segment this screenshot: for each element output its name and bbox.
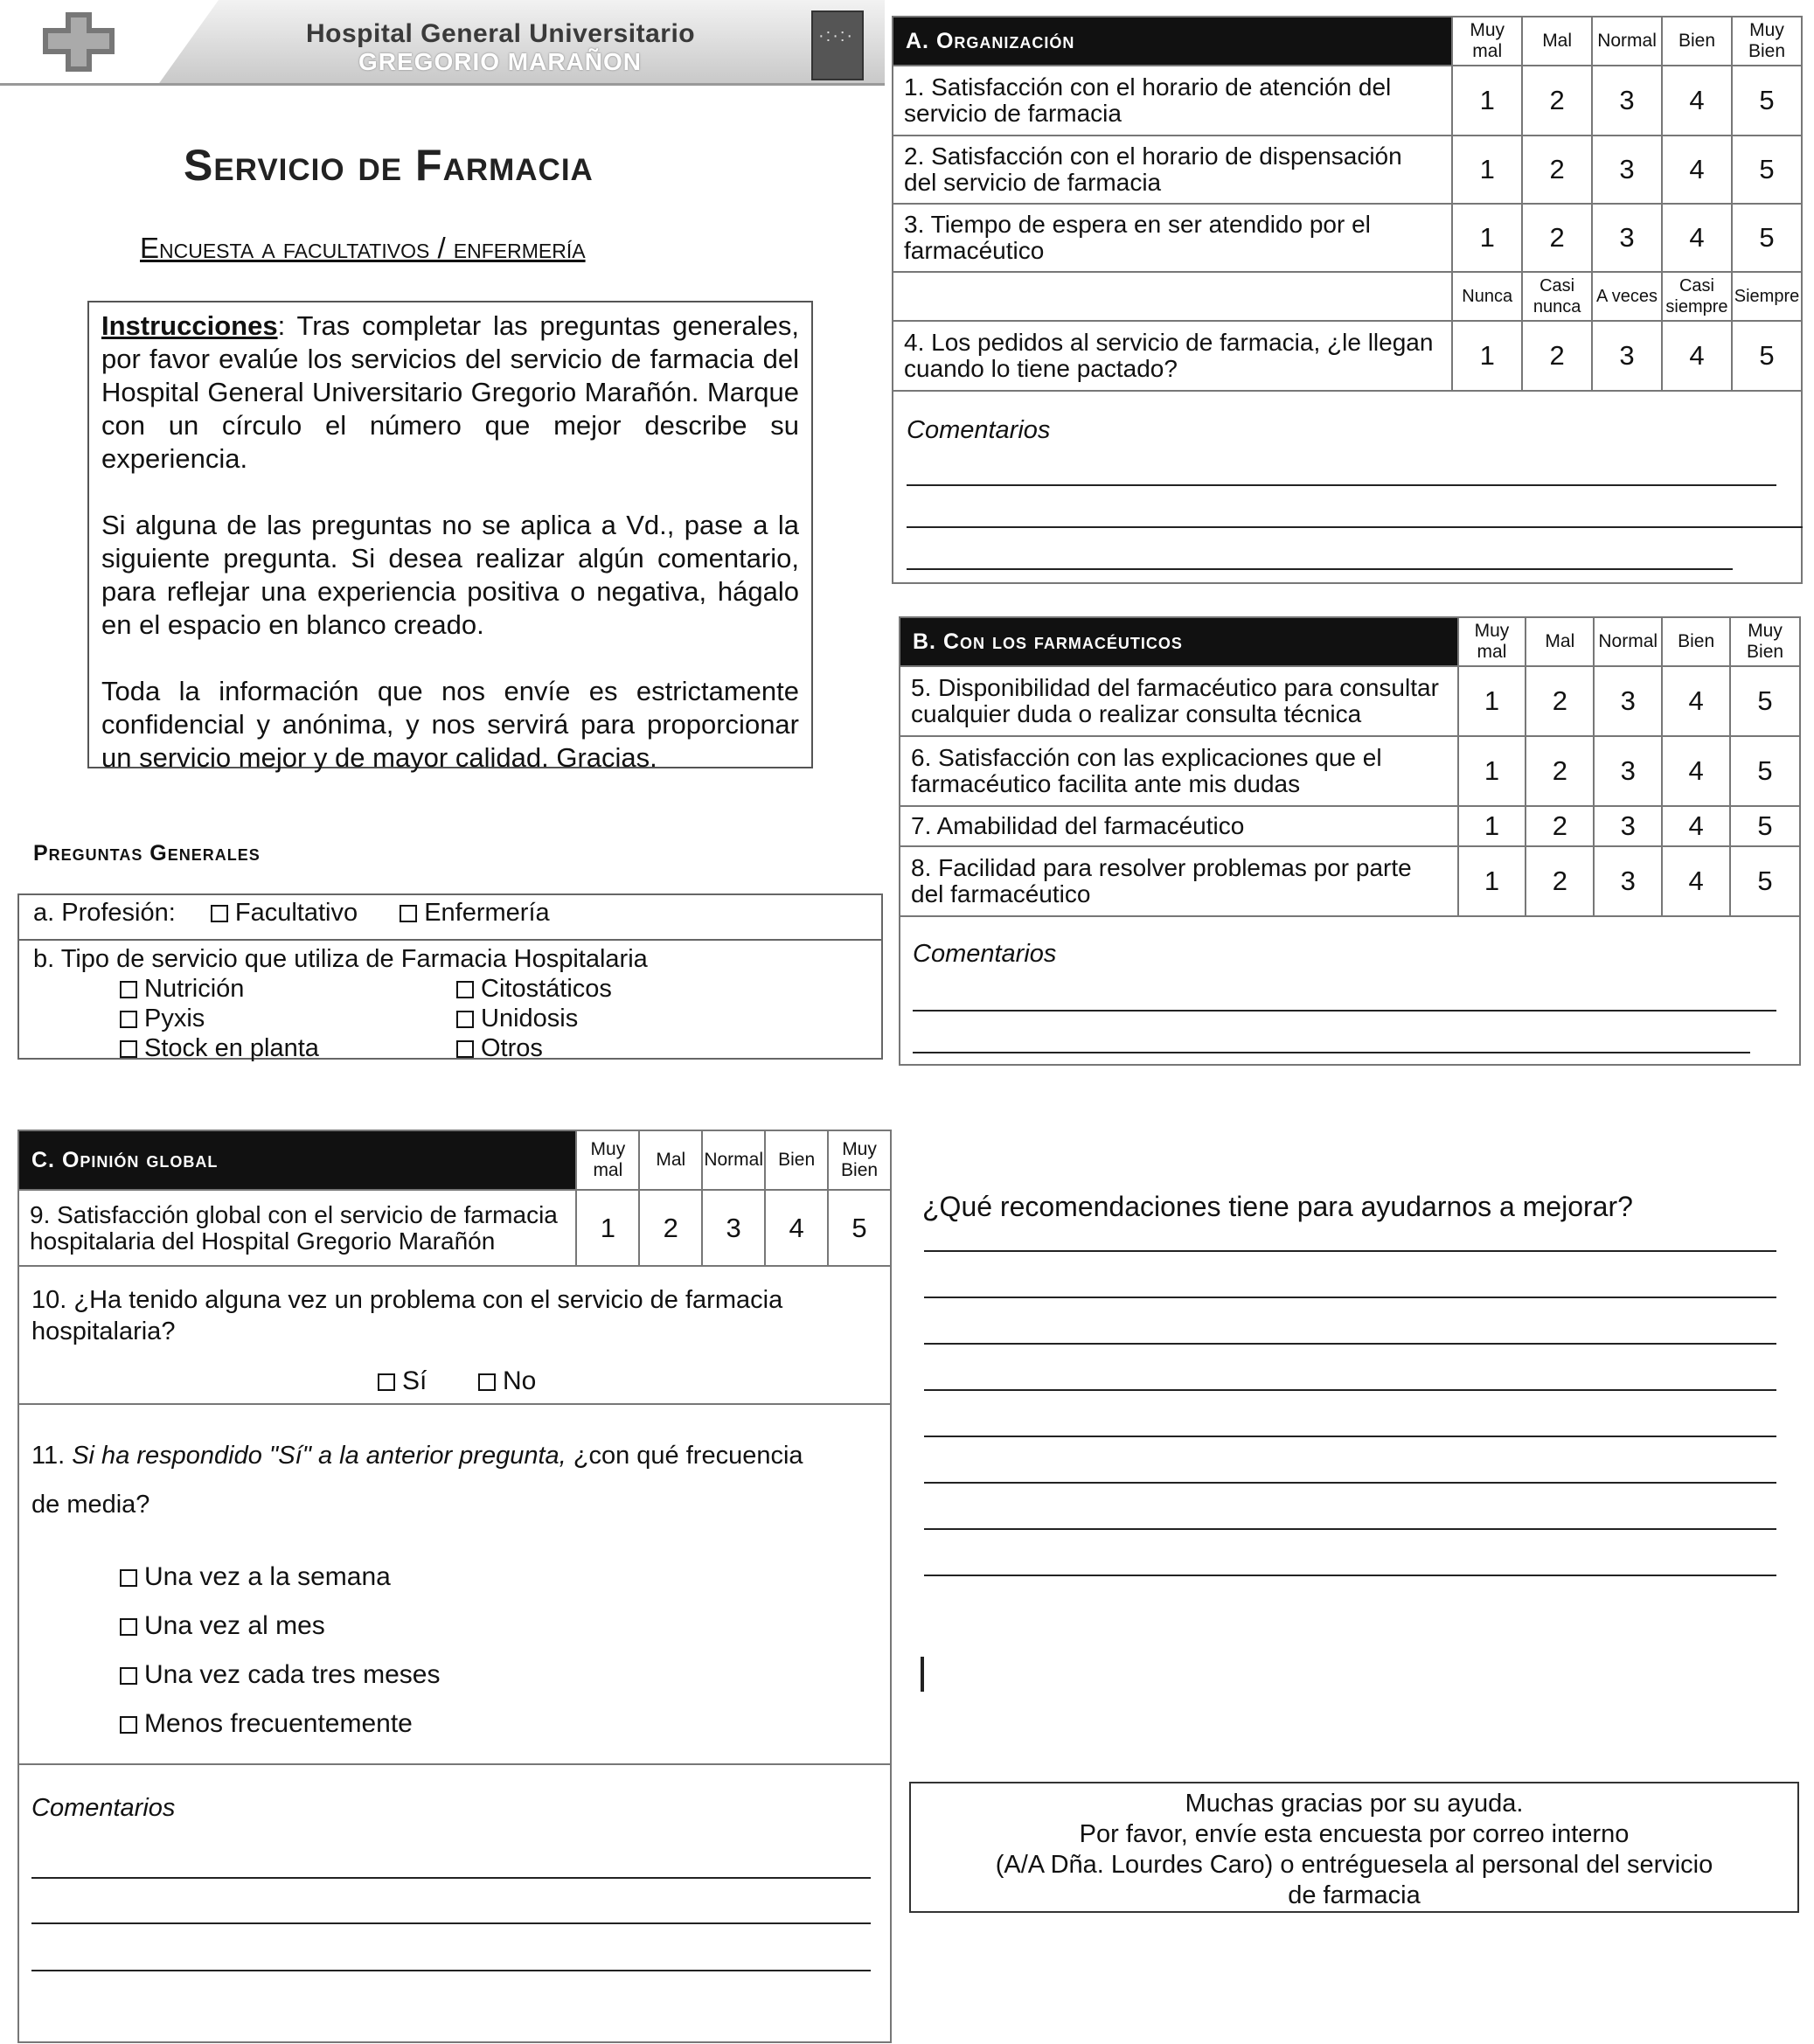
question-7-row: 7. Amabilidad del farmacéutico 1 2 3 4 5 xyxy=(900,806,1800,846)
page-subtitle: Encuesta a facultativos / enfermería xyxy=(140,232,586,264)
section-b-title: B. Con los farmacéuticos xyxy=(900,617,1458,666)
weekly-option[interactable]: Una vez a la semana xyxy=(120,1562,391,1592)
service-type-row xyxy=(19,941,881,1060)
hospital-header: Hospital General Universitario GREGORIO MARAÑON ·:·:· xyxy=(0,0,885,86)
instructions-label: Instrucciones xyxy=(101,310,278,341)
hospital-name-line2: GREGORIO MARAÑON xyxy=(358,48,642,75)
recommendations-question: ¿Qué recomendaciones tiene para ayudarnos a mejorar? xyxy=(922,1191,1633,1222)
section-c-comments-label: Comentarios xyxy=(31,1794,176,1822)
facultativo-checkbox[interactable] xyxy=(211,905,228,922)
page-title: Servicio de Farmacia xyxy=(184,141,594,190)
otros-option[interactable]: Otros xyxy=(456,1033,543,1063)
instructions-p3: Toda la información que nos envíe es estrictamente confidencial y anónima, y nos servirá para proporcionar un servicio mejor y de mayor calidad. Gracias. xyxy=(101,676,799,773)
instructions-p2: Si alguna de las preguntas no se aplica a Vd., pase a la siguiente pregunta. Si desea realizar algún comentario, para reflejar una experiencia positiva o negativa, hágalo en el espacio en blanco creado. xyxy=(101,510,799,640)
general-questions-title: Preguntas Generales xyxy=(33,841,261,866)
profession-row xyxy=(19,895,881,941)
q10-no-option[interactable]: No xyxy=(478,1366,536,1396)
section-a-comments-box[interactable]: Comentarios xyxy=(892,390,1803,584)
less-frequent-option[interactable]: Menos frecuentemente xyxy=(120,1709,413,1739)
profession-label: a. Profesión: xyxy=(33,899,176,927)
question-6-row: 6. Satisfacción con las explicaciones que el farmacéutico facilita ante mis dudas 1 2 3 4 5 xyxy=(900,736,1800,806)
citostaticos-option[interactable]: Citostáticos xyxy=(456,974,612,1004)
service-type-label: b. Tipo de servicio que utiliza de Farmacia Hospitalaria xyxy=(33,945,648,973)
section-b-comments-box[interactable]: Comentarios xyxy=(899,915,1801,1066)
enfermeria-checkbox[interactable] xyxy=(400,905,417,922)
section-a-title: A. Organización xyxy=(893,17,1452,66)
unidosis-option[interactable]: Unidosis xyxy=(456,1004,578,1033)
general-questions-box xyxy=(17,893,883,1060)
section-b-table: B. Con los farmacéuticos Muy mal Mal Normal Bien Muy Bien 5. Disponibilidad del farmacéutico para consultar cualquier duda o realizar consulta técnica 1 2 3 4 5 6. Satisfacción con las explicaciones que el farmacéutico facilita ante mis dudas 1 2 3 4 5 7. Amabilidad del farmacéutico 1 2 3 4 5 8. Facilidad para resolver problemas por parte del farmacéutico 1 2 3 4 5 xyxy=(899,616,1801,917)
question-1-row: 1. Satisfacción con el horario de atención del servicio de farmacia 1 2 3 4 5 xyxy=(893,66,1802,136)
stock-option[interactable]: Stock en planta xyxy=(120,1033,319,1063)
hospital-name-line1: Hospital General Universitario xyxy=(306,19,696,48)
question-3-row: 3. Tiempo de espera en ser atendido por el farmacéutico 1 2 3 4 5 xyxy=(893,204,1802,272)
question-11: 11. Si ha respondido "Sí" a la anterior pregunta, ¿con qué frecuencia de media? xyxy=(31,1442,803,1519)
hospital-logo-icon xyxy=(39,10,118,73)
section-c-title: C. Opinión global xyxy=(18,1130,576,1190)
section-c-table: C. Opinión global Muy mal Mal Normal Bien Muy Bien 9. Satisfacción global con el servicio de farmacia hospitalaria del Hospital Gregorio Marañón 1 2 3 4 5 xyxy=(17,1130,892,1267)
facultativo-option[interactable]: Facultativo xyxy=(211,899,358,927)
question-9-row: 9. Satisfacción global con el servicio de farmacia hospitalaria del Hospital Gregorio Marañón 1 2 3 4 5 xyxy=(18,1190,891,1266)
thanks-box: Muchas gracias por su ayuda. Por favor, envíe esta encuesta por correo interno (A/A Dña. Lourdes Caro) o entréguesela al personal del servicio de farmacia xyxy=(909,1782,1799,1913)
enfermeria-option[interactable]: Enfermería xyxy=(400,899,549,927)
q10-yes-option[interactable]: Sí xyxy=(378,1366,427,1396)
nutricion-option[interactable]: Nutrición xyxy=(120,974,244,1004)
section-a-table: A. Organización Muy mal Mal Normal Bien Muy Bien 1. Satisfacción con el horario de atención del servicio de farmacia 1 2 3 4 5 2. Satisfacción con el horario de dispensación del servicio de farmacia 1 2 3 4 5 3. Tiempo de espera en ser atendido por el farmacéutico 1 2 3 4 5 Nunca Casi nunca A veces Casi siempre Siempre 4. Los pedidos al servicio de farmacia, ¿le llegan cuando lo tiene pactado? 1 2 3 4 5 xyxy=(892,16,1803,392)
question-4-row: 4. Los pedidos al servicio de farmacia, ¿le llegan cuando lo tiene pactado? 1 2 3 4 5 xyxy=(893,321,1802,391)
instructions-p1: : Tras completar las preguntas generales, por favor evalúe los servicios del servicio de farmacia del Hospital General Universitario Gregorio Marañón. Marque con un círculo el número que mejor describe su experiencia. xyxy=(101,310,799,474)
question-5-row: 5. Disponibilidad del farmacéutico para consultar cualquier duda o realizar consulta técnica 1 2 3 4 5 xyxy=(900,666,1800,736)
question-10: 10. ¿Ha tenido alguna vez un problema con el servicio de farmacia hospitalaria? xyxy=(31,1286,783,1345)
section-c-body xyxy=(17,1265,892,2043)
question-2-row: 2. Satisfacción con el horario de dispensación del servicio de farmacia 1 2 3 4 5 xyxy=(893,136,1802,204)
question-8-row: 8. Facilidad para resolver problemas por parte del farmacéutico 1 2 3 4 5 xyxy=(900,846,1800,916)
monthly-option[interactable]: Una vez al mes xyxy=(120,1611,325,1641)
instructions-box xyxy=(87,301,813,773)
quarterly-option[interactable]: Una vez cada tres meses xyxy=(120,1660,440,1690)
pyxis-option[interactable]: Pyxis xyxy=(120,1004,205,1033)
text-cursor xyxy=(921,1657,924,1692)
